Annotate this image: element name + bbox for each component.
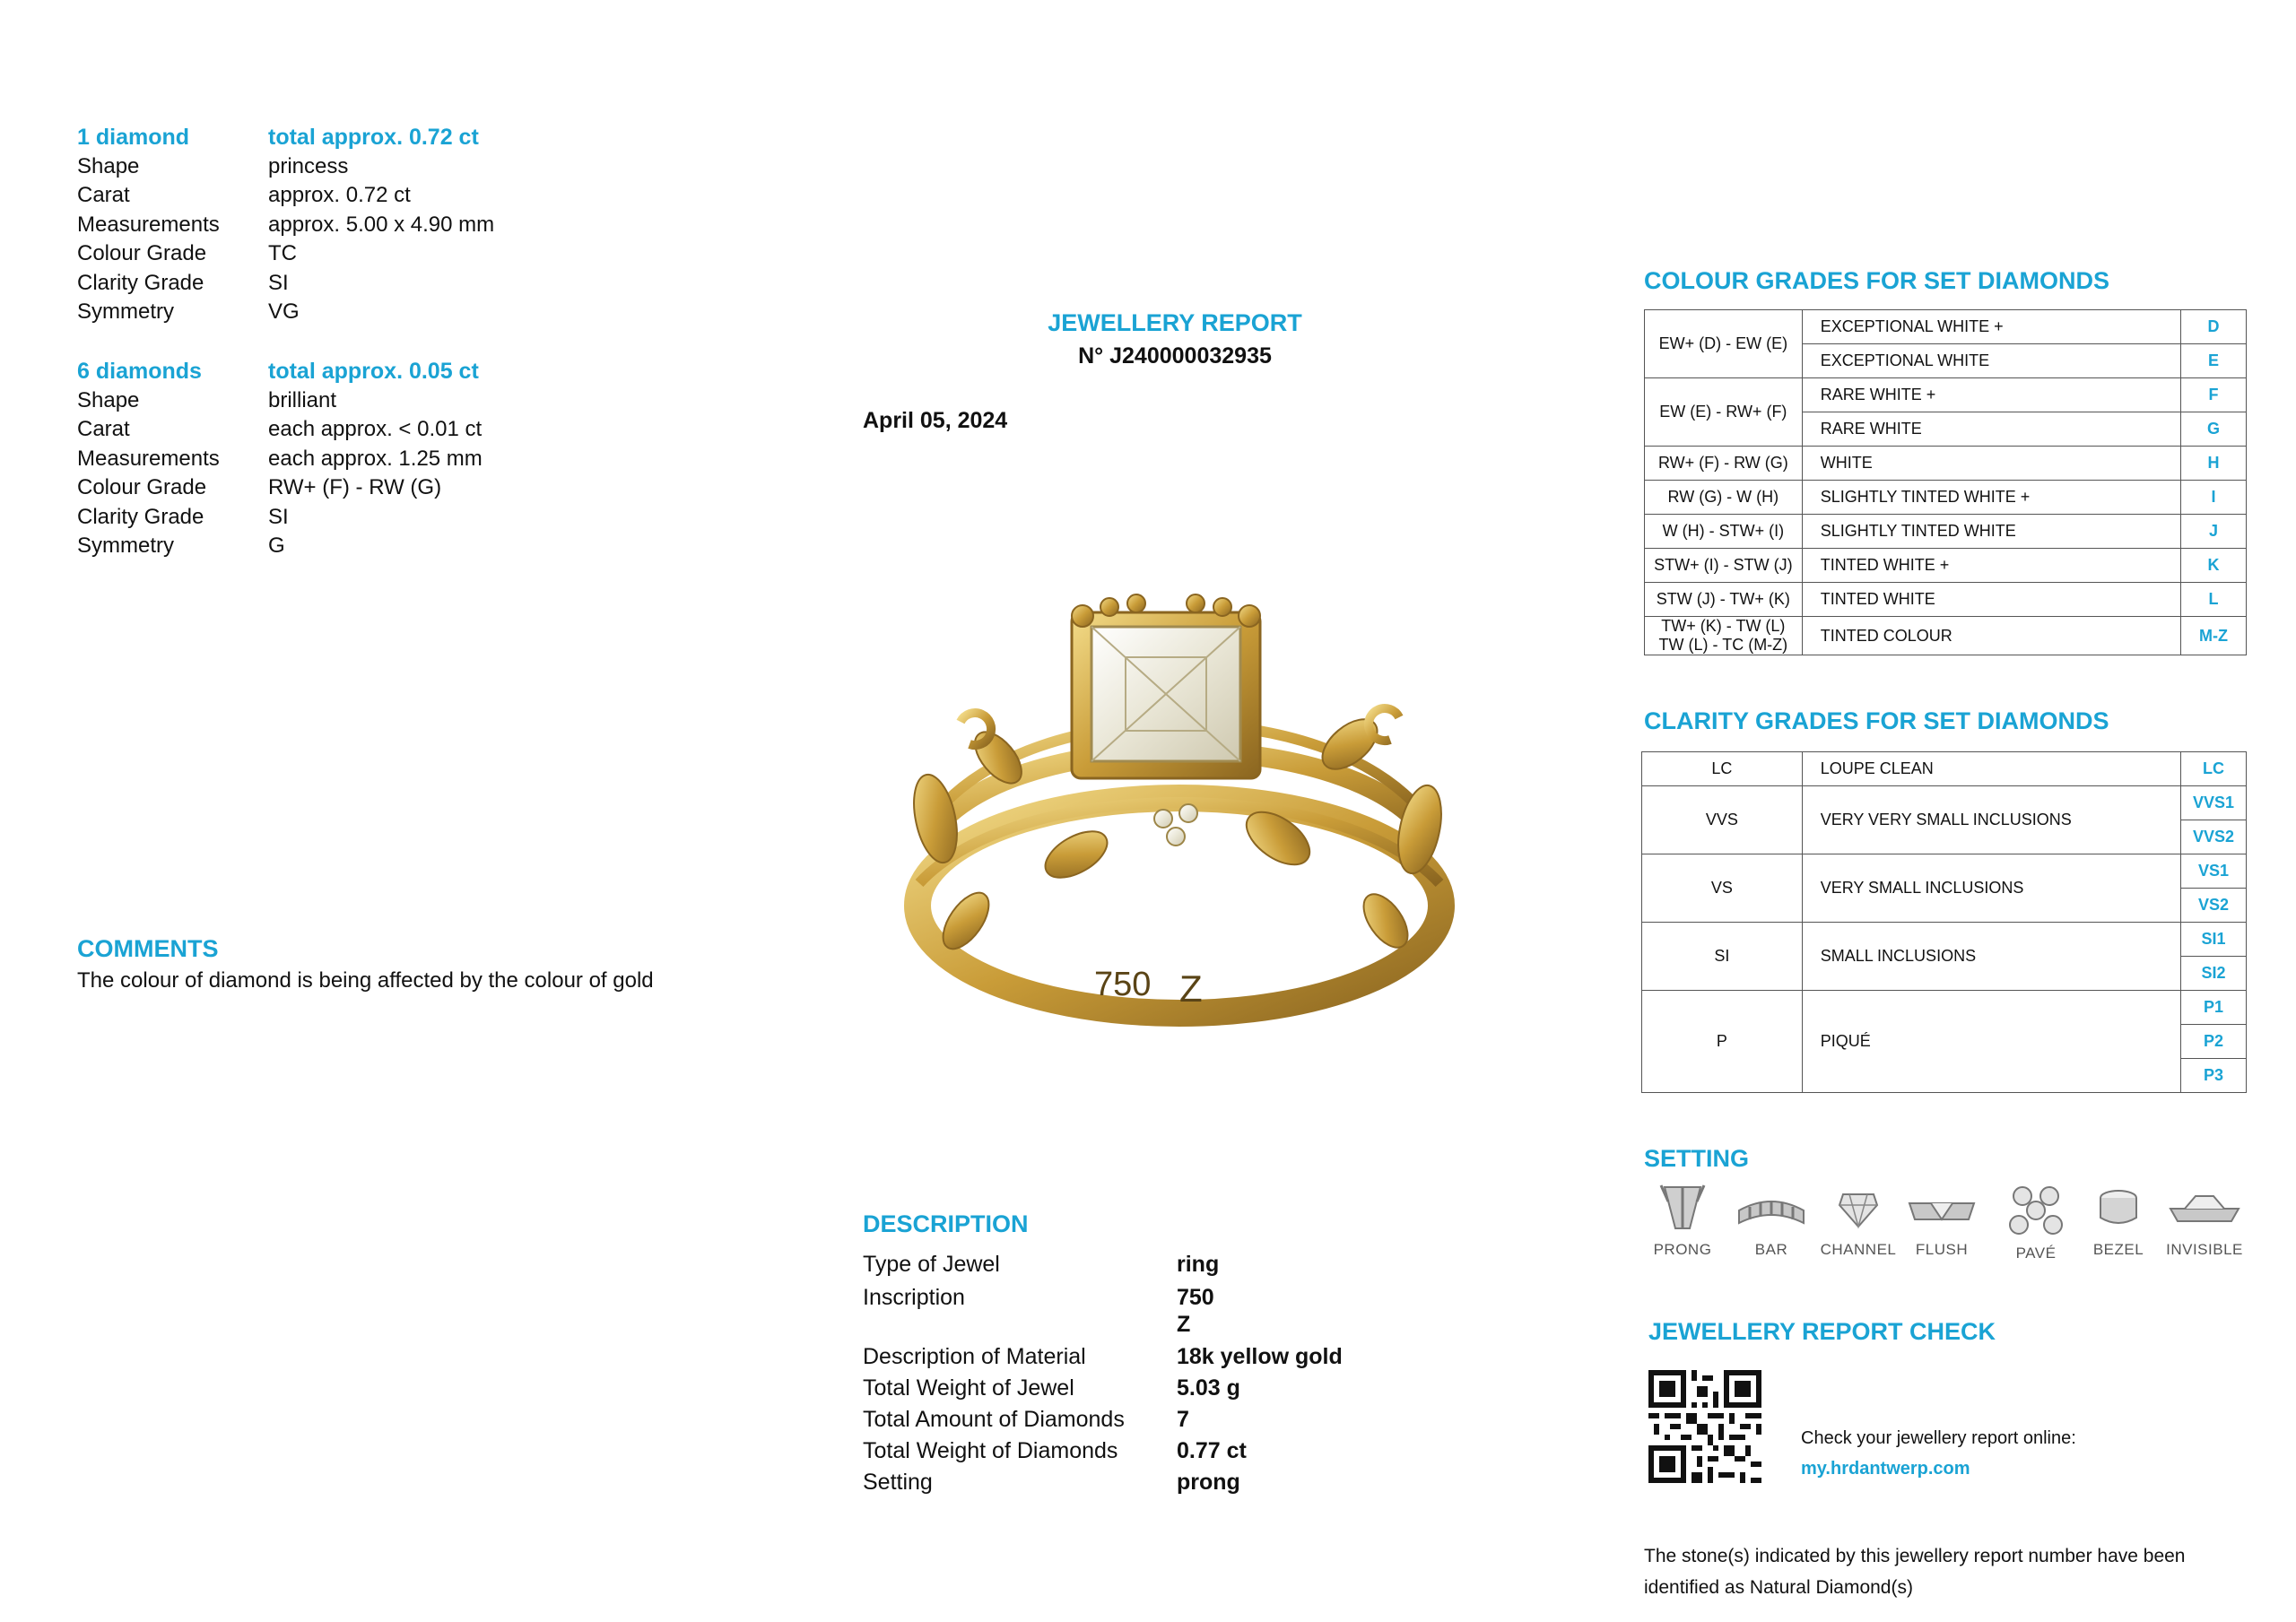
engraving-750: 750 [1094, 966, 1152, 1003]
desc-value: 7 [1177, 1407, 1189, 1432]
clarity-grade-cell: LC [2181, 752, 2247, 786]
spec-row [77, 532, 705, 561]
setting-channel [1813, 1184, 1903, 1259]
spec-label: Colour Grade [77, 475, 207, 499]
spec-value: approx. 0.72 ct [268, 183, 411, 207]
report-check-link[interactable]: my.hrdantwerp.com [1801, 1459, 1970, 1479]
desc-row [863, 1251, 1219, 1278]
desc-label: Description of Material [863, 1344, 1086, 1369]
colour-code-cell: EW+ (D) - EW (E) [1645, 310, 1803, 378]
colour-grade-cell: J [2181, 515, 2247, 549]
setting-label: BAR [1754, 1241, 1788, 1258]
colour-desc-cell: RARE WHITE [1802, 412, 2180, 447]
spec-row [77, 415, 705, 445]
main-stone-specs [77, 123, 705, 327]
main-stone-count: 1 diamond [77, 125, 190, 150]
colour-desc-cell: EXCEPTIONAL WHITE + [1802, 310, 2180, 344]
colour-code-cell: EW (E) - RW+ (F) [1645, 378, 1803, 447]
clarity-grade-cell: VVS2 [2181, 820, 2247, 854]
desc-row [863, 1437, 1247, 1464]
setting-label: INVISIBLE [2166, 1241, 2243, 1258]
desc-row [863, 1284, 1214, 1338]
clarity-grade-cell: VS1 [2181, 854, 2247, 889]
spec-label: Symmetry [77, 299, 174, 324]
desc-value: 5.03 g [1177, 1375, 1240, 1401]
colour-code-cell [1645, 617, 1803, 655]
spec-label: Clarity Grade [77, 270, 204, 295]
comments-title: COMMENTS [77, 935, 219, 962]
clarity-grade-cell: P1 [2181, 991, 2247, 1025]
spec-value: TC [268, 241, 297, 265]
colour-code-cell: STW+ (I) - STW (J) [1645, 549, 1803, 583]
spec-label: Colour Grade [77, 241, 207, 265]
setting-label: FLUSH [1915, 1241, 1969, 1258]
main-stone-total: total approx. 0.72 ct [268, 125, 479, 150]
colour-grade-cell: I [2181, 481, 2247, 515]
report-number: N° J240000032935 [1078, 343, 1272, 369]
desc-row [863, 1343, 1343, 1370]
clarity-code-cell: P [1642, 991, 1803, 1093]
side-stones-heading [77, 357, 705, 386]
spec-row [77, 386, 705, 416]
clarity-grade-cell: P2 [2181, 1025, 2247, 1059]
clarity-grade-cell: VVS1 [2181, 786, 2247, 820]
clarity-desc-cell: PIQUÉ [1802, 991, 2180, 1093]
table-row [1642, 752, 2247, 786]
colour-desc-cell: TINTED COLOUR [1802, 617, 2180, 655]
desc-value [1177, 1284, 1214, 1338]
spec-value: SI [268, 504, 289, 529]
spec-row [77, 445, 705, 474]
spec-value: SI [268, 270, 289, 295]
inscription-line-2: Z [1177, 1312, 1191, 1337]
spec-row [77, 211, 705, 240]
colour-grade-cell: K [2181, 549, 2247, 583]
colour-grade-cell: H [2181, 447, 2247, 481]
description-title: DESCRIPTION [863, 1210, 1029, 1237]
desc-row [863, 1375, 1240, 1401]
spec-row [77, 473, 705, 503]
spec-label: Symmetry [77, 533, 174, 558]
table-row [1645, 583, 2247, 617]
colour-desc-cell: RARE WHITE + [1802, 378, 2180, 412]
inscription-line-1: 750 [1177, 1285, 1214, 1310]
spec-row [77, 239, 705, 269]
qr-code-icon[interactable] [1648, 1370, 1761, 1483]
ring-photo [883, 587, 1475, 1054]
clarity-grade-cell: P3 [2181, 1059, 2247, 1093]
colour-code-cell: W (H) - STW+ (I) [1645, 515, 1803, 549]
setting-flush [1897, 1184, 1987, 1259]
table-row [1645, 549, 2247, 583]
setting-label: PRONG [1653, 1241, 1712, 1258]
clarity-desc-cell: VERY VERY SMALL INCLUSIONS [1802, 786, 2180, 854]
desc-label: Total Amount of Diamonds [863, 1407, 1125, 1432]
spec-value: RW+ (F) - RW (G) [268, 475, 442, 499]
spec-value: princess [268, 153, 349, 178]
setting-bar [1726, 1184, 1816, 1259]
report-date: April 05, 2024 [863, 408, 1008, 433]
clarity-desc-cell: VERY SMALL INCLUSIONS [1802, 854, 2180, 923]
report-check-text: Check your jewellery report online: [1801, 1428, 2076, 1448]
bar-setting-icon [1735, 1184, 1807, 1234]
clarity-grades-table [1641, 751, 2247, 1093]
table-row [1642, 854, 2247, 889]
spec-value: each approx. < 0.01 ct [268, 417, 483, 441]
table-row [1645, 481, 2247, 515]
colour-grade-cell: E [2181, 344, 2247, 378]
clarity-grades-title: CLARITY GRADES FOR SET DIAMONDS [1644, 707, 2109, 734]
setting-label: PAVÉ [2015, 1245, 2057, 1262]
desc-label: Total Weight of Diamonds [863, 1438, 1118, 1463]
colour-code-cell: RW (G) - W (H) [1645, 481, 1803, 515]
colour-desc-cell: TINTED WHITE + [1802, 549, 2180, 583]
table-row [1642, 991, 2247, 1025]
report-title: JEWELLERY REPORT [1048, 309, 1302, 336]
engraving-z: Z [1179, 967, 1203, 1010]
clarity-code-cell: LC [1642, 752, 1803, 786]
colour-grades-table [1644, 309, 2247, 655]
setting-pave [1991, 1184, 2081, 1262]
invisible-setting-icon [2167, 1184, 2242, 1234]
clarity-code-cell: SI [1642, 923, 1803, 991]
desc-label: Total Weight of Jewel [863, 1375, 1074, 1401]
spec-value: VG [268, 299, 300, 324]
setting-label: CHANNEL [1820, 1241, 1897, 1258]
spec-row [77, 269, 705, 299]
desc-label: Type of Jewel [863, 1252, 1000, 1277]
clarity-grade-cell: SI2 [2181, 957, 2247, 991]
desc-value: 0.77 ct [1177, 1438, 1247, 1463]
spec-value: each approx. 1.25 mm [268, 446, 483, 471]
spec-label: Measurements [77, 212, 220, 237]
table-row [1645, 617, 2247, 655]
colour-grade-cell: D [2181, 310, 2247, 344]
setting-label: BEZEL [2092, 1241, 2144, 1258]
colour-desc-cell: SLIGHTLY TINTED WHITE [1802, 515, 2180, 549]
table-row [1642, 786, 2247, 820]
comments-text: The colour of diamond is being affected by the colour of gold [77, 968, 654, 993]
side-stones-total: total approx. 0.05 ct [268, 359, 479, 384]
desc-value: ring [1177, 1252, 1220, 1277]
colour-grade-cell: G [2181, 412, 2247, 447]
desc-row [863, 1469, 1240, 1496]
spec-label: Carat [77, 417, 130, 441]
pave-setting-icon [2005, 1184, 2067, 1237]
spec-value: approx. 5.00 x 4.90 mm [268, 212, 495, 237]
clarity-code-cell: VVS [1642, 786, 1803, 854]
report-check-title: JEWELLERY REPORT CHECK [1648, 1318, 1996, 1345]
spec-value: G [268, 533, 285, 558]
clarity-desc-cell: SMALL INCLUSIONS [1802, 923, 2180, 991]
colour-code-cell: STW (J) - TW+ (K) [1645, 583, 1803, 617]
clarity-grade-cell: VS2 [2181, 889, 2247, 923]
channel-setting-icon [1836, 1184, 1881, 1234]
spec-label: Shape [77, 387, 140, 412]
spec-row [77, 503, 705, 533]
table-row [1645, 515, 2247, 549]
side-stones-count: 6 diamonds [77, 359, 202, 384]
colour-grades-title: COLOUR GRADES FOR SET DIAMONDS [1644, 267, 2110, 294]
colour-desc-cell: EXCEPTIONAL WHITE [1802, 344, 2180, 378]
setting-title: SETTING [1644, 1145, 1750, 1172]
desc-value: 18k yellow gold [1177, 1344, 1343, 1369]
desc-label: Setting [863, 1470, 933, 1495]
flush-setting-icon [1906, 1184, 1978, 1234]
desc-row [863, 1406, 1189, 1433]
natural-diamond-note: The stone(s) indicated by this jewellery report number have been identified as Natural Diamond(s) [1644, 1546, 2186, 1598]
colour-desc-cell: WHITE [1802, 447, 2180, 481]
table-row [1645, 310, 2247, 344]
spec-label: Measurements [77, 446, 220, 471]
spec-row [77, 152, 705, 182]
setting-prong [1638, 1184, 1727, 1259]
side-stones-specs [77, 357, 705, 561]
colour-desc-cell: SLIGHTLY TINTED WHITE + [1802, 481, 2180, 515]
colour-code-line: TW (L) - TC (M-Z) [1658, 636, 1788, 654]
spec-value: brilliant [268, 387, 337, 412]
table-row [1645, 447, 2247, 481]
bezel-setting-icon [2096, 1184, 2141, 1234]
spec-label: Clarity Grade [77, 504, 204, 529]
spec-label: Shape [77, 153, 140, 178]
main-stone-heading [77, 123, 705, 152]
clarity-desc-cell: LOUPE CLEAN [1802, 752, 2180, 786]
desc-label: Inscription [863, 1285, 965, 1310]
setting-invisible [2160, 1184, 2249, 1259]
colour-grade-cell: M-Z [2181, 617, 2247, 655]
spec-label: Carat [77, 183, 130, 207]
clarity-grade-cell: SI1 [2181, 923, 2247, 957]
table-row [1645, 378, 2247, 412]
prong-setting-icon [1654, 1184, 1711, 1234]
colour-code-cell: RW+ (F) - RW (G) [1645, 447, 1803, 481]
colour-code-line: TW+ (K) - TW (L) [1661, 617, 1786, 635]
colour-grade-cell: L [2181, 583, 2247, 617]
colour-desc-cell: TINTED WHITE [1802, 583, 2180, 617]
spec-row [77, 181, 705, 211]
spec-row [77, 298, 705, 327]
table-row [1642, 923, 2247, 957]
clarity-code-cell: VS [1642, 854, 1803, 923]
colour-grade-cell: F [2181, 378, 2247, 412]
desc-value: prong [1177, 1470, 1240, 1495]
setting-bezel [2074, 1184, 2163, 1259]
